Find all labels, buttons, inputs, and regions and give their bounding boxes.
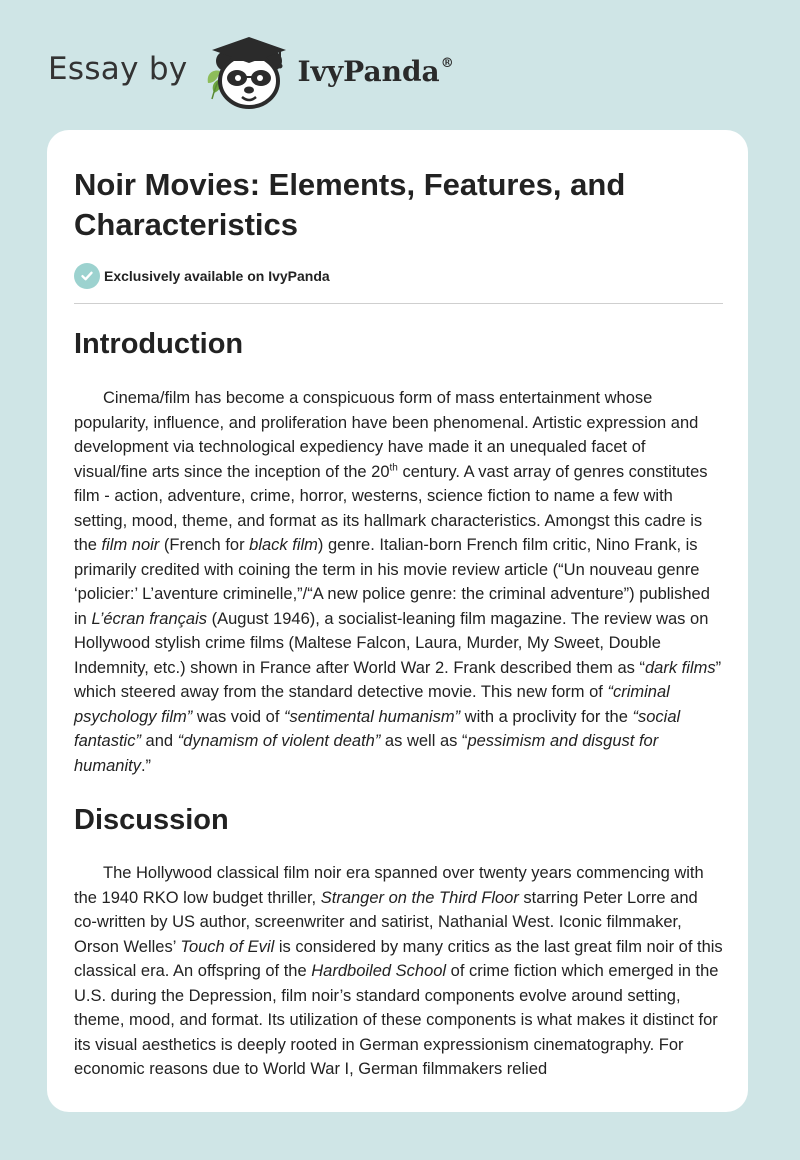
emphasis: Stranger on the Third Floor xyxy=(320,888,519,907)
text-segment: (August 1946), a socialist-leaning film magazine. The review was on Hollywood stylish crime films (Maltese Falcon, Laura, Murder, My Sweet, Double Indemnity, etc.) shown in France after World War 2. Frank described them as “ xyxy=(74,609,709,677)
brand-name xyxy=(298,55,454,88)
check-circle-icon xyxy=(74,263,100,289)
superscript: th xyxy=(389,462,398,473)
text-segment: starring Peter Lorre and co-written by US author, screenwriter and satirist, Nathanial West. Iconic filmmaker, Orson Welles’ xyxy=(74,888,698,956)
text-segment: was void of xyxy=(192,707,285,726)
introduction-paragraph xyxy=(74,386,723,778)
section-heading-discussion: Discussion xyxy=(74,804,229,836)
text-segment: (French for xyxy=(159,536,250,554)
text-segment: and xyxy=(140,732,178,750)
emphasis: dark films xyxy=(645,658,716,677)
emphasis: black film xyxy=(249,536,318,554)
text-segment: is considered by many critics as the last great film noir of this classical era. An offspring of the xyxy=(74,937,723,980)
emphasis: pessimism and disgust for humanity xyxy=(74,732,659,775)
text-segment: with a proclivity for the xyxy=(460,707,633,726)
exclusive-badge xyxy=(74,263,330,289)
discussion-paragraph xyxy=(74,861,723,1082)
text-segment: of crime fiction which emerged in the U.S. during the Depression, film noir’s standard components evolve around setting, theme, mood, and format. Its utilization of these components is what makes it distinct for its visual aesthetics is deeply rooted in German expressionism cinematography. For economic reasons due to World War I, German filmmakers relied xyxy=(74,962,719,1078)
text-segment: century. A vast array of genres constitutes film - action, adventure, crime, horror, westerns, science fiction to name a few with setting, mood, theme, and format as its hallmark characteristics. Amongst this cadre is the xyxy=(74,462,708,554)
emphasis: “social fantastic” xyxy=(74,707,681,750)
emphasis: L’écran français xyxy=(91,609,208,628)
brand-prefix: Essay by xyxy=(48,51,188,87)
emphasis: Hardboiled School xyxy=(311,962,447,980)
text-segment: Cinema/film has become a conspicuous form of mass entertainment whose popularity, influence, and proliferation have been phenomenal. Artistic expression and development via technological expediency have made it an unequaled facet of visual/fine arts since the inception of the 20 xyxy=(74,389,699,481)
text-segment: .” xyxy=(140,756,152,775)
text-segment: The Hollywood classical film noir era spanned over twenty years commencing with the 1940 RKO low budget thriller, xyxy=(74,864,704,907)
text-segment: ) genre. Italian-born French film critic, Nino Frank, is primarily credited with coining the term in his movie review article (“Un nouveau genre ‘policier:’ L’aventure criminelle,”/“A new police genre: the criminal adventure”) published in xyxy=(74,536,710,628)
exclusive-badge-text: Exclusively available on IvyPanda xyxy=(104,268,330,284)
text-segment: as well as “ xyxy=(380,732,468,750)
emphasis: film noir xyxy=(101,536,160,554)
brand-header xyxy=(48,32,454,112)
panda-logo-icon[interactable] xyxy=(202,33,294,111)
registered-mark: ® xyxy=(440,55,454,71)
essay-title: Noir Movies: Elements, Features, and Characteristics xyxy=(74,167,626,242)
emphasis: “dynamism of violent death” xyxy=(177,732,381,750)
brand-name-text: IvyPanda xyxy=(297,54,440,88)
emphasis: “sentimental humanism” xyxy=(284,707,461,726)
emphasis: “criminal psychology film” xyxy=(74,683,670,726)
section-heading-introduction: Introduction xyxy=(74,328,244,360)
text-segment: ” which steered away from the standard detective movie. This new form of xyxy=(74,658,722,701)
title-divider xyxy=(74,303,723,304)
essay-card xyxy=(47,130,748,1112)
emphasis: Touch of Evil xyxy=(180,937,275,956)
